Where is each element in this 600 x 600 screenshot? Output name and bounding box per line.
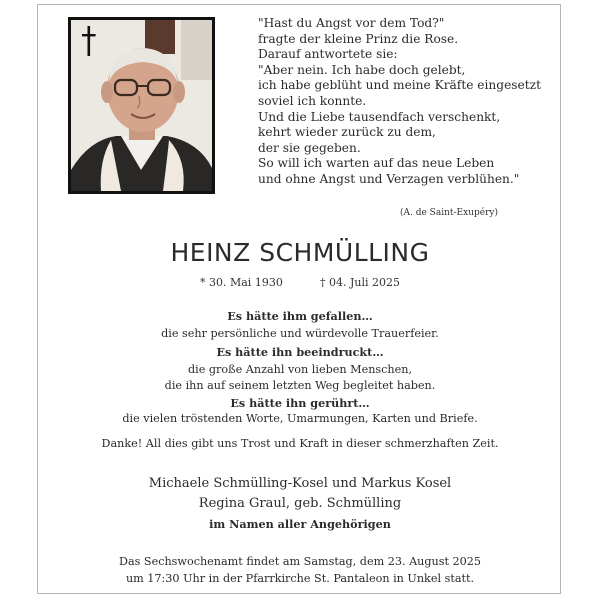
poem-line: Und die Liebe tausendfach verschenkt, xyxy=(258,109,501,124)
cross-icon xyxy=(81,26,97,56)
poem-line: fragte der kleine Prinz die Rose. xyxy=(258,31,459,46)
poem-line: der sie gegeben. xyxy=(258,140,361,155)
poem-line: und ohne Angst und Verzagen verblühen." xyxy=(258,171,520,186)
thanks-text-4: die vielen tröstenden Worte, Umarmungen, Karten und Briefe. xyxy=(122,412,478,425)
death-date: † 04. Juli 2025 xyxy=(320,276,401,289)
poem-attribution: (A. de Saint-Exupéry) xyxy=(400,208,498,218)
portrait-photo xyxy=(68,17,215,194)
thanks-heading-1: Es hätte ihm gefallen… xyxy=(227,309,373,323)
poem-line: "Hast du Angst vor dem Tod?" xyxy=(258,16,445,30)
thanks-text-2: die große Anzahl von lieben Menschen, xyxy=(187,363,412,376)
thanks-closing: Danke! All dies gibt uns Trost und Kraft in dieser schmerzhaften Zeit. xyxy=(101,437,499,450)
poem-line: "Aber nein. Ich habe doch gelebt, xyxy=(258,62,466,77)
deceased-name: HEINZ SCHMÜLLING xyxy=(170,238,430,267)
notice-line-1: Das Sechswochenamt findet am Samstag, dem 23. August 2025 xyxy=(118,555,482,568)
poem-line: Darauf antwortete sie: xyxy=(258,47,398,62)
signatory-2: Regina Graul, geb. Schmülling xyxy=(198,496,402,511)
poem-line: ich habe geblüht und meine Kräfte eingesetzt xyxy=(258,78,541,93)
poem-line: kehrt wieder zurück zu dem, xyxy=(258,125,436,140)
signatory-1: Michaele Schmülling-Kosel und Markus Kosel xyxy=(148,476,452,491)
thanks-text-1: die sehr persönliche und würdevolle Trauerfeier. xyxy=(161,327,439,340)
poem xyxy=(258,16,548,188)
signatory-3: im Namen aller Angehörigen xyxy=(209,517,391,531)
notice-line-2: um 17:30 Uhr in der Pfarrkirche St. Pantaleon in Unkel statt. xyxy=(125,572,475,585)
thanks-heading-3: Es hätte ihn gerührt… xyxy=(230,396,370,410)
poem-line: soviel ich konnte. xyxy=(258,93,367,108)
thanks-heading-2: Es hätte ihn beeindruckt… xyxy=(216,345,384,359)
thanks-text-3: die ihn auf seinem letzten Weg begleitet haben. xyxy=(164,379,436,392)
birth-date: * 30. Mai 1930 xyxy=(200,276,283,289)
poem-line: So will ich warten auf das neue Leben xyxy=(258,156,495,171)
